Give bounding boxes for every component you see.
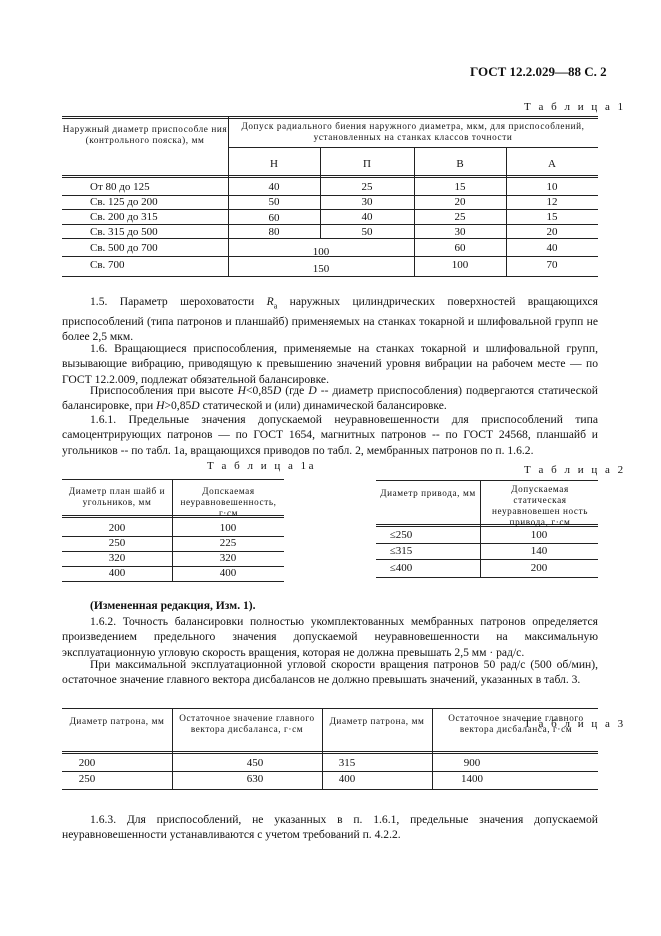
table1-row-label: Св. 315 до 500	[90, 226, 158, 238]
paragraph-1-6-3: 1.6.3. Для приспособлений, не указанных в п. 1.6.1, предельные значения допускаемой неуравновешенности устанавливаются с учетом требований п. 4.2.2.	[62, 813, 598, 842]
table2-cell: 100	[530, 529, 548, 541]
table1-cell: 40	[361, 211, 373, 223]
table2-cell: 140	[530, 545, 548, 557]
table1-cell: 25	[361, 181, 373, 193]
table1-cell: 70	[546, 259, 558, 271]
table1-cell: 20	[454, 196, 466, 208]
table1-cell: 50	[361, 226, 373, 238]
table1a-cell: 320	[219, 552, 237, 564]
table1a-cell: 200	[108, 522, 126, 534]
table1-cell: 12	[546, 196, 558, 208]
table3-cell: 400	[338, 773, 356, 785]
table1-row-label: Св. 700	[90, 259, 125, 271]
table3-cell: 315	[338, 757, 356, 769]
table3-cell: 200	[78, 757, 96, 769]
table2-cell: 200	[530, 562, 548, 574]
paragraph-1-5: 1.5. Параметр шероховатости $R_a$ наружных цилиндрических поверхностей вращающихся приспособлений (типа патронов и планшайб) применяемых на станках токарной и шлифовальной групп не более 2,5 мкм.	[62, 295, 599, 344]
table1-cell: 30	[361, 196, 373, 208]
table1-cell-merged: 150	[312, 263, 330, 275]
table1-col-header-diameter: Наружный диаметр приспособле ния (контрольного пояска), мм	[62, 124, 228, 145]
table1-class-p: П	[363, 158, 371, 170]
paragraph-1-6: 1.6. Вращающиеся приспособления, применяемые на станках токарной и шлифовальной групп, вызывающие вибрацию, приводящую к превышению значений уровня вибрации на рабочем месте — по ГОСТ 12.2.009, подлежат обязательной балансировке.	[62, 342, 598, 386]
table1-row-label: От 80 до 125	[90, 181, 150, 193]
table2-header-imbalance: Допускаемая статическая неуравновешен ность привода, г·см	[491, 484, 589, 527]
table2-cell: ≤250	[389, 529, 413, 541]
table3-header-imbalance-1: Остаточное значение главного вектора дисбаланса, г·см	[179, 713, 315, 734]
table3-cell: 250	[78, 773, 96, 785]
table3-header-imbalance-2: Остаточное значение главного вектора дисбаланса, г·см	[448, 713, 584, 734]
table1-cell: 60	[268, 212, 280, 224]
paragraph-1-6-2-speed: При максимальной эксплуатационной угловой скорости вращения патронов 50 рад/с (500 об/мин), остаточное значение главного вектора дисбалансов не должно превышать значений, указанных в табл. 3.	[62, 658, 598, 687]
table1-cell: 30	[454, 226, 466, 238]
table1a-cell: 250	[108, 537, 126, 549]
table1-cell: 40	[268, 181, 280, 193]
table3-cell: 630	[246, 773, 264, 785]
table1-class-a: А	[548, 158, 556, 170]
table1-row-label: Св. 500 до 700	[90, 242, 158, 254]
table1-row-label: Св. 200 до 315	[90, 211, 158, 223]
table1-cell: 60	[454, 242, 466, 254]
table1-group-header: Допуск радиального биения наружного диаметра, мкм, для приспособлений, установленных на станках классов точности	[241, 121, 585, 142]
table3-cell: 1400	[461, 773, 483, 785]
paragraph-1-6-2: 1.6.2. Точность балансировки полностью укомплектованных мембранных патронов определяется произведением предельного значения допускаемой неуравновешенности на максимальную эксплуатационную угловую скорость вращения, которая не должна превышать 2,5 мм · рад/с.	[62, 615, 598, 659]
table2-caption: Т а б л и ц а 2	[524, 464, 626, 476]
table2-cell: ≤400	[389, 562, 413, 574]
table1-caption: Т а б л и ц а 1	[524, 101, 626, 113]
table2-cell: ≤315	[389, 545, 413, 557]
table1-cell: 100	[451, 259, 469, 271]
table1-cell: 50	[268, 196, 280, 208]
table1a-caption: Т а б л и ц а 1а	[207, 460, 316, 472]
table3-cell: 900	[463, 757, 481, 769]
table3-caption: Т а б л и ц а 3	[524, 718, 626, 730]
table1-cell: 80	[268, 226, 280, 238]
table3-header-diameter-2: Диаметр патрона, мм	[329, 716, 425, 726]
table2-header-diameter: Диаметр привода, мм	[380, 488, 476, 498]
table1-class-h: Н	[270, 158, 278, 170]
table1-cell: 25	[454, 211, 466, 223]
table1-cell: 15	[546, 211, 558, 223]
table1-cell: 15	[454, 181, 466, 193]
table1a-cell: 320	[108, 552, 126, 564]
table3-cell: 450	[246, 757, 264, 769]
table1-cell: 40	[546, 242, 558, 254]
table1a-header-diameter: Диаметр план шайб и угольников, мм	[68, 486, 166, 507]
table1a-cell: 225	[219, 537, 237, 549]
table3-header-diameter-1: Диаметр патрона, мм	[69, 716, 165, 726]
table1a-cell: 400	[108, 567, 126, 579]
page-header: ГОСТ 12.2.029—88 С. 2	[470, 64, 607, 79]
amendment-note: (Измененная редакция, Изм. 1).	[90, 599, 256, 612]
paragraph-1-6-1: 1.6.1. Предельные значения допускаемой неуравновешенности для приспособлений типа самоцентрирующих патронов — по ГОСТ 1654, магнитных патронов -- по ГОСТ 24568, планшайб и угольников -- по табл. 1а, вращающихся приводов по табл. 2, мембранных патронов по п. 1.6.2.	[62, 413, 598, 457]
table1-cell: 20	[546, 226, 558, 238]
table1a-cell: 100	[219, 522, 237, 534]
table1-class-v: В	[456, 158, 464, 170]
table1a-header-imbalance: Допскаемая неуравновешенность, г·см	[180, 486, 277, 518]
table1a-cell: 400	[219, 567, 237, 579]
table1-cell-merged: 100	[312, 246, 330, 258]
paragraph-1-6-balancing: Приспособления при высоте H<0,85D (где D -- диаметр приспособления) подвергаются статической балансировке, при H>0,85D статической и (или) динамической балансировке.	[62, 384, 599, 413]
table1-cell: 10	[546, 181, 558, 193]
table1-row-label: Св. 125 до 200	[90, 196, 158, 208]
